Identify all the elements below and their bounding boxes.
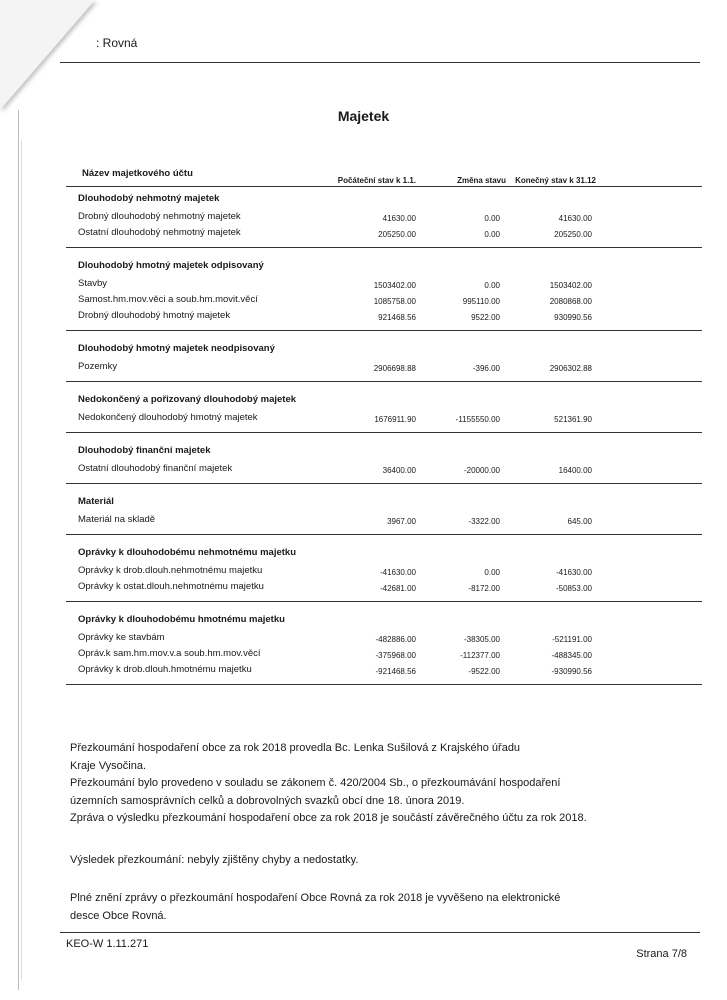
cell-start: -375968.00 bbox=[375, 651, 416, 660]
table-section bbox=[66, 187, 702, 254]
row-label: Oprávky k drob.dlouh.hmotnému majetku bbox=[78, 664, 252, 675]
table-row bbox=[66, 410, 702, 426]
text-line: Zpráva o výsledku přezkoumání hospodaření obce za rok 2018 je součástí závěrečného účtu za rok 2018. bbox=[70, 812, 587, 824]
footer-doc-code: KEO-W 1.11.271 bbox=[66, 938, 149, 950]
cell-end: -521191.00 bbox=[552, 635, 592, 644]
cell-change: 995110.00 bbox=[462, 297, 500, 306]
table-row bbox=[66, 662, 702, 678]
header-rule bbox=[60, 62, 700, 63]
review-paragraph bbox=[70, 740, 630, 828]
page-edge bbox=[21, 140, 22, 980]
cell-start: -41630.00 bbox=[379, 568, 416, 577]
cell-end: -50853.00 bbox=[555, 584, 592, 593]
row-label: Drobný dlouhodobý nehmotný majetek bbox=[78, 211, 241, 222]
col-header-change: Změna stavu bbox=[457, 176, 506, 185]
cell-start: 36400.00 bbox=[382, 466, 416, 475]
section-title bbox=[66, 439, 702, 461]
col-header-start: Počáteční stav k 1.1. bbox=[337, 176, 416, 185]
row-label: Oprávky ke stavbám bbox=[78, 632, 165, 643]
section-title-text: Oprávky k dlouhodobému hmotnému majetku bbox=[78, 614, 285, 625]
cell-start: -42681.00 bbox=[379, 584, 416, 593]
row-label: Stavby bbox=[78, 278, 108, 289]
header-municipality: : Rovná bbox=[96, 36, 138, 50]
text-line: územních samosprávních celků a dobrovolných svazků obcí dne 18. února 2019. bbox=[70, 794, 465, 807]
cell-end: 645.00 bbox=[567, 517, 592, 526]
section-title-text: Dlouhodobý hmotný majetek odpisovaný bbox=[78, 260, 264, 271]
cell-change: -3322.00 bbox=[468, 517, 500, 526]
section-title bbox=[66, 187, 702, 209]
table-section bbox=[66, 254, 702, 337]
cell-change: 0.00 bbox=[484, 214, 500, 223]
cell-change: -1155550.00 bbox=[455, 415, 500, 424]
cell-end: 16400.00 bbox=[558, 466, 592, 475]
cell-change: -38305.00 bbox=[463, 635, 500, 644]
cell-end: 41630.00 bbox=[558, 214, 592, 223]
table-row bbox=[66, 579, 702, 595]
cell-change: 9522.00 bbox=[471, 313, 500, 322]
col-header-end: Konečný stav k 31.12 bbox=[515, 176, 596, 185]
cell-start: 1085758.00 bbox=[373, 297, 416, 306]
text-line: Přezkoumání hospodaření obce za rok 2018 provedla Bc. Lenka Sušilová z Krajského úřadu bbox=[70, 742, 521, 754]
full-text-paragraph bbox=[70, 890, 630, 925]
cell-change: -9522.00 bbox=[468, 667, 500, 676]
section-title-text: Dlouhodobý hmotný majetek neodpisovaný bbox=[78, 343, 275, 354]
cell-start: 41630.00 bbox=[382, 214, 416, 223]
table-section bbox=[66, 337, 702, 388]
table-row bbox=[66, 308, 702, 324]
text-line: Výsledek přezkoumání: nebyly zjištěny chyby a nedostatky. bbox=[70, 854, 359, 866]
cell-start: 2906698.88 bbox=[373, 364, 416, 373]
table-row bbox=[66, 209, 702, 225]
section-title bbox=[66, 541, 702, 563]
row-label: Oprávky k drob.dlouh.nehmotnému majetku bbox=[78, 565, 263, 576]
result-paragraph bbox=[70, 852, 630, 870]
cell-end: -488345.00 bbox=[551, 651, 592, 660]
row-label: Ostatní dlouhodobý finanční majetek bbox=[78, 463, 233, 474]
text-line: desce Obce Rovná. bbox=[70, 909, 167, 922]
footer-rule bbox=[60, 932, 700, 933]
cell-end: 2906302.88 bbox=[549, 364, 592, 373]
cell-start: 3967.00 bbox=[387, 517, 416, 526]
text-line: Přezkoumání bylo provedeno v souladu se zákonem č. 420/2004 Sb., o přezkoumávání hospodaření bbox=[70, 777, 561, 789]
cell-change: 0.00 bbox=[484, 281, 500, 290]
table-row bbox=[66, 512, 702, 528]
cell-start: -482886.00 bbox=[375, 635, 416, 644]
section-title-text: Oprávky k dlouhodobému nehmotnému majetku bbox=[78, 547, 297, 558]
page-title: Majetek bbox=[337, 108, 390, 124]
cell-start: -921468.56 bbox=[375, 667, 416, 676]
row-label: Ostatní dlouhodobý nehmotný majetek bbox=[78, 227, 241, 238]
table-row bbox=[66, 646, 702, 662]
table-row bbox=[66, 461, 702, 477]
section-gap bbox=[66, 685, 702, 691]
table-section bbox=[66, 388, 702, 439]
asset-table bbox=[66, 160, 702, 691]
text-line: Plné znění zprávy o přezkoumání hospodaření Obce Rovná za rok 2018 je vyvěšeno na elektronické bbox=[70, 892, 561, 904]
cell-change: -396.00 bbox=[472, 364, 500, 373]
cell-end: -930990.56 bbox=[551, 667, 592, 676]
text-line: Kraje Vysočina. bbox=[70, 759, 147, 772]
section-title-text: Dlouhodobý nehmotný majetek bbox=[78, 193, 220, 204]
table-body bbox=[66, 187, 702, 691]
table-row bbox=[66, 359, 702, 375]
cell-end: 930990.56 bbox=[554, 313, 592, 322]
col-header-name: Název majetkového účtu bbox=[82, 168, 193, 179]
row-label: Nedokončený dlouhodobý hmotný majetek bbox=[78, 412, 258, 423]
row-label: Samost.hm.mov.věci a soub.hm.movit.věcí bbox=[78, 294, 258, 305]
cell-end: 205250.00 bbox=[554, 230, 592, 239]
table-row bbox=[66, 630, 702, 646]
section-title bbox=[66, 254, 702, 276]
table-row bbox=[66, 292, 702, 308]
table-section bbox=[66, 541, 702, 608]
cell-end: 1503402.00 bbox=[549, 281, 592, 290]
cell-end: 521361.90 bbox=[554, 415, 592, 424]
table-row bbox=[66, 276, 702, 292]
row-label: Pozemky bbox=[78, 361, 118, 372]
cell-change: 0.00 bbox=[484, 568, 500, 577]
table-row bbox=[66, 225, 702, 241]
cell-end: -41630.00 bbox=[555, 568, 592, 577]
table-header bbox=[66, 160, 702, 186]
section-title-text: Nedokončený a pořizovaný dlouhodobý majetek bbox=[78, 394, 297, 405]
cell-start: 921468.56 bbox=[378, 313, 416, 322]
section-title-text: Dlouhodobý finanční majetek bbox=[78, 445, 211, 456]
section-title bbox=[66, 388, 702, 410]
section-title bbox=[66, 490, 702, 512]
cell-change: -112377.00 bbox=[460, 651, 500, 660]
table-section bbox=[66, 439, 702, 490]
section-title bbox=[66, 337, 702, 359]
table-section bbox=[66, 490, 702, 541]
row-label: Materiál na skladě bbox=[78, 514, 156, 525]
cell-end: 2080868.00 bbox=[549, 297, 592, 306]
cell-change: 0.00 bbox=[484, 230, 500, 239]
row-label: Oprávky k ostat.dlouh.nehmotnému majetku bbox=[78, 581, 264, 592]
cell-start: 1676911.90 bbox=[374, 415, 416, 424]
section-title bbox=[66, 608, 702, 630]
footer-page-number: Strana 7/8 bbox=[636, 948, 687, 960]
cell-start: 205250.00 bbox=[378, 230, 416, 239]
section-title-text: Materiál bbox=[78, 496, 114, 507]
page-edge bbox=[18, 110, 19, 990]
cell-start: 1503402.00 bbox=[373, 281, 416, 290]
table-section bbox=[66, 608, 702, 691]
row-label: Drobný dlouhodobý hmotný majetek bbox=[78, 310, 231, 321]
cell-change: -20000.00 bbox=[463, 466, 500, 475]
table-row bbox=[66, 563, 702, 579]
cell-change: -8172.00 bbox=[468, 584, 500, 593]
row-label: Opráv.k sam.hm.mov.v.a soub.hm.mov.věcí bbox=[78, 648, 261, 659]
folded-corner bbox=[0, 0, 95, 110]
